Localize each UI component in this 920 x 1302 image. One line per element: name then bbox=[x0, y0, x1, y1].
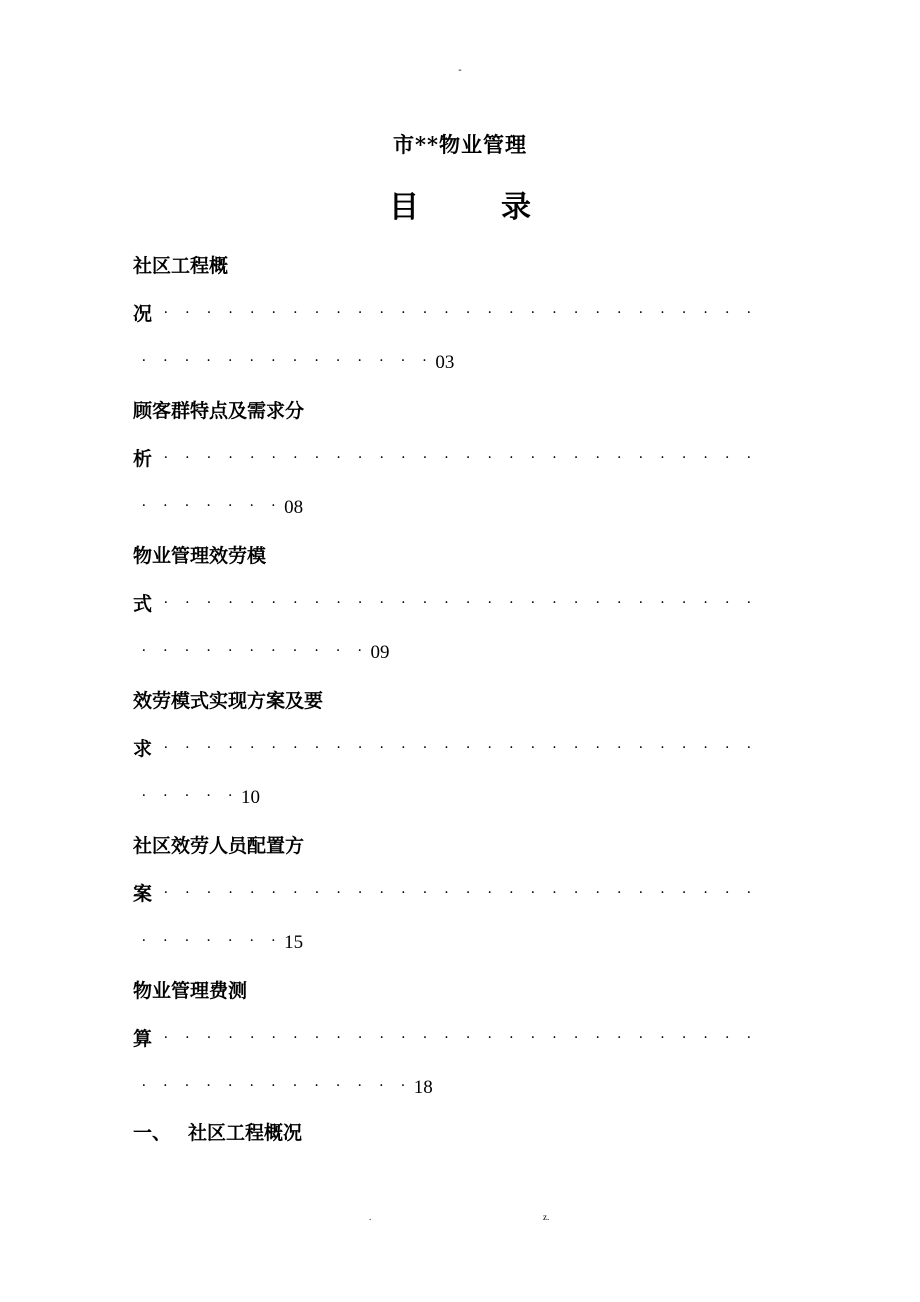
toc-entry-title[interactable]: 社区效劳人员配置方 bbox=[133, 835, 305, 857]
toc-entry-page-number: 08 bbox=[284, 497, 304, 518]
toc-entry-leader-line[interactable] bbox=[133, 1024, 760, 1054]
dot-leader: · · · · · · · · · · · · · · · · · · · · · · · · · · · · bbox=[163, 740, 752, 756]
dot-leader: · · · · · · · · · · · bbox=[141, 643, 362, 659]
toc-entry-title-end: 算 bbox=[133, 1028, 153, 1050]
toc-entry-page-number: 10 bbox=[240, 787, 260, 808]
dot-leader: · · · · · · · · · · · · · bbox=[141, 1078, 406, 1094]
dot-leader: · · · · · bbox=[141, 788, 233, 804]
toc-entry-page-line[interactable] bbox=[133, 782, 260, 812]
section-title: 社区工程概况 bbox=[188, 1122, 303, 1144]
toc-entry-title[interactable]: 顾客群特点及需求分 bbox=[133, 400, 305, 422]
toc-entry-leader-line[interactable] bbox=[133, 879, 760, 909]
toc-entry-page-number: 18 bbox=[413, 1077, 433, 1098]
toc-entry-leader-line[interactable] bbox=[133, 589, 760, 619]
toc-entry-leader-line[interactable] bbox=[133, 299, 760, 329]
dot-leader: · · · · · · · bbox=[141, 933, 276, 949]
toc-entry-title[interactable]: 效劳模式实现方案及要 bbox=[133, 690, 324, 712]
dot-leader: · · · · · · · · · · · · · · bbox=[141, 353, 427, 369]
toc-entry-page-line[interactable] bbox=[133, 637, 390, 667]
section-number: 一、 bbox=[133, 1122, 172, 1144]
toc-heading-char-2: 录 bbox=[501, 190, 531, 225]
section-heading bbox=[133, 1118, 302, 1148]
dot-leader: · · · · · · · · · · · · · · · · · · · · · · · · · · · · bbox=[163, 305, 752, 321]
dot-leader: · · · · · · · · · · · · · · · · · · · · · · · · · · · · bbox=[163, 885, 752, 901]
toc-entry-page-line[interactable] bbox=[133, 1072, 433, 1102]
toc-entry-title-end: 析 bbox=[133, 448, 153, 470]
toc-entry-title[interactable]: 社区工程概 bbox=[133, 255, 229, 277]
toc-entry-page-number: 15 bbox=[284, 932, 304, 953]
toc-entry-title-end: 求 bbox=[133, 738, 153, 760]
toc-entry-title[interactable]: 物业管理费测 bbox=[133, 980, 248, 1002]
dot-leader: · · · · · · · · · · · · · · · · · · · · · · · · · · · · bbox=[163, 1030, 752, 1046]
toc-entry-page-line[interactable] bbox=[133, 492, 303, 522]
toc-entry-title-end: 况 bbox=[133, 303, 153, 325]
dot-leader: · · · · · · · bbox=[141, 498, 276, 514]
toc-entry-title[interactable]: 物业管理效劳模 bbox=[133, 545, 267, 567]
toc-entry-page-number: 09 bbox=[370, 642, 390, 663]
header-mark: - bbox=[458, 65, 462, 76]
footer-right: z. bbox=[543, 1212, 550, 1222]
toc-entry-title-end: 案 bbox=[133, 883, 153, 905]
toc-heading-char-1: 目 bbox=[389, 190, 419, 225]
toc-heading bbox=[0, 188, 920, 228]
toc-entry-page-line[interactable] bbox=[133, 927, 303, 957]
dot-leader: · · · · · · · · · · · · · · · · · · · · · · · · · · · · bbox=[163, 450, 752, 466]
toc-entry-leader-line[interactable] bbox=[133, 734, 760, 764]
toc-entry-title-end: 式 bbox=[133, 593, 153, 615]
toc-entry-leader-line[interactable] bbox=[133, 444, 760, 474]
toc-entry-page-number: 03 bbox=[435, 352, 455, 373]
toc-entry-page-line[interactable] bbox=[133, 347, 454, 377]
dot-leader: · · · · · · · · · · · · · · · · · · · · · · · · · · · · bbox=[163, 595, 752, 611]
document-title: 市**物业管理 bbox=[393, 132, 527, 157]
footer-left: . bbox=[369, 1212, 372, 1222]
